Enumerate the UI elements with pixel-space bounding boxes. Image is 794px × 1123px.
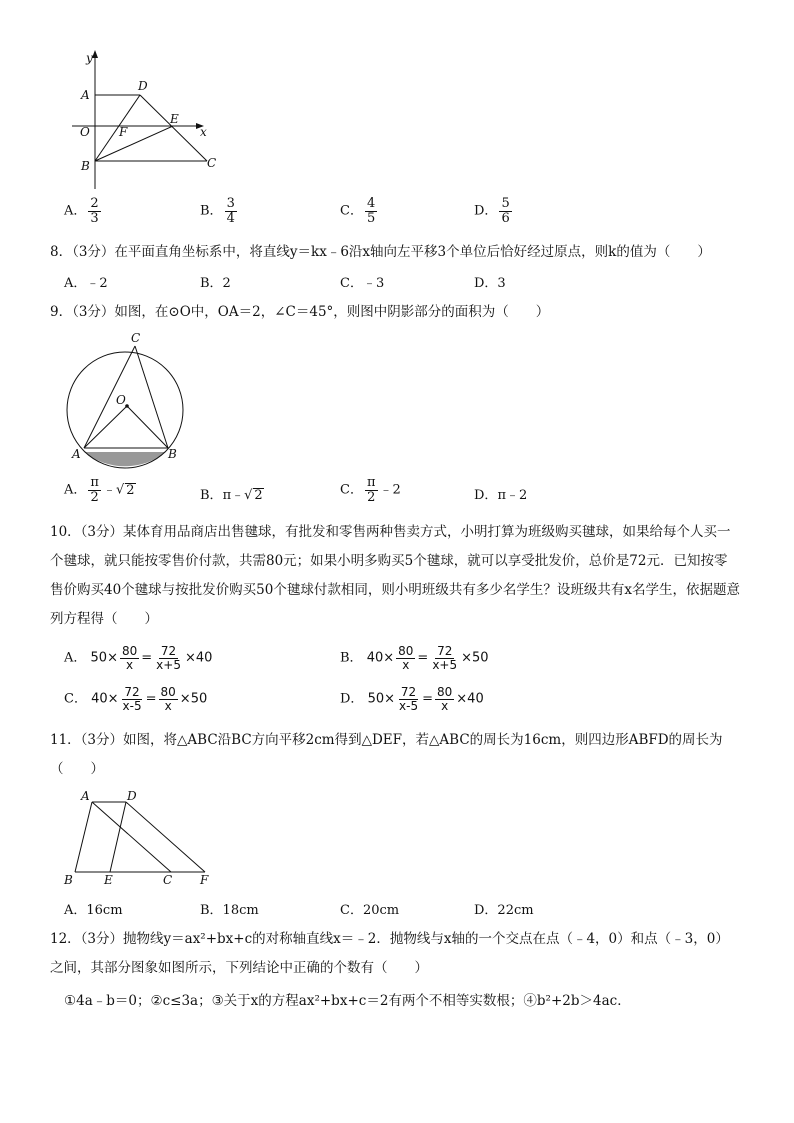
q7-option-d: D． $\frac{5}{6}$ (474, 196, 510, 226)
segment-OA (84, 406, 127, 448)
label-A: A (81, 789, 90, 803)
q11-option-b: B．18cm (200, 903, 259, 918)
q11-figure (60, 786, 220, 890)
q11-stem: 11．（3分）如图，将△ABC沿BC方向平移2cm得到△DEF，若△ABC的周长为16cm，则四边形ABFD的周长为（ ） (50, 732, 723, 777)
q7-option-a: A． $\frac{2}{3}$ (64, 196, 99, 226)
q9-option-b: B．π﹣√ 2 (200, 488, 263, 503)
q8-option-a: A．﹣2 (64, 276, 108, 291)
label-C: C (131, 331, 141, 345)
circle-O (67, 352, 183, 468)
q12-statements: ①4a﹣b＝0；②c≤3a；③关于x的方程ax²+bx+c＝2有两个不相等实数根；④b²+2b＞4ac． (64, 993, 631, 1009)
segment-CB (135, 346, 168, 448)
q8-stem: 8．（3分）在平面直角坐标系中，将直线y＝kx﹣6沿x轴向左平移3个单位后恰好经过原点，则k的值为（ ） (50, 244, 711, 260)
q7-figure (60, 44, 230, 194)
label-A: A (81, 88, 90, 102)
q10-option-d: D． 50× $\frac{72}{x-5}$ = $\frac{80}{x}$ ×40 (340, 685, 484, 713)
label-C: C (163, 873, 173, 887)
label-O: O (80, 125, 90, 139)
label-D: D (127, 789, 137, 803)
label-y: y (86, 51, 93, 65)
segment-DF (126, 802, 205, 872)
label-D: D (138, 79, 148, 93)
q9-option-c: C． $\frac{\pi}{2}$ ﹣2 (340, 475, 401, 505)
q9-stem: 9．（3分）如图，在⊙O中，OA＝2，∠C＝45°，则图中阴影部分的面积为（ ） (50, 304, 550, 320)
q10-option-a: A． 50× $\frac{80}{x}$ = $\frac{72}{x+5}$ ×40 (64, 644, 213, 672)
label-E: E (170, 112, 179, 126)
q7-option-b: B． $\frac{3}{4}$ (200, 196, 235, 226)
segment-AB (75, 802, 92, 872)
q8-option-b: B．2 (200, 276, 231, 291)
q11-option-a: A．16cm (64, 903, 123, 918)
label-C: C (207, 156, 217, 170)
q12-stem: 12．（3分）抛物线y＝ax²+bx+c的对称轴直线x＝﹣2．抛物线与x轴的一个交点在点（﹣4，0）和点（﹣3，0）之间，其部分图象如图所示，下列结论中正确的个数有（ ） (50, 931, 729, 976)
label-A: A (72, 447, 81, 461)
label-B: B (64, 873, 73, 887)
y-axis-arrow (92, 50, 98, 58)
segment-AC (92, 802, 171, 872)
label-B: B (168, 447, 177, 461)
label-F: F (119, 125, 128, 139)
segment-OB (127, 406, 168, 448)
label-x: x (200, 125, 207, 139)
q10-option-c: C． 40× $\frac{72}{x-5}$ = $\frac{80}{x}$ ×50 (64, 685, 208, 713)
q10-stem: 10．（3分）某体育用品商店出售毽球，有批发和零售两种售卖方式，小明打算为班级购买毽球，如果给每个人买一个毽球，就只能按零售价付款，共需80元；如果小明多购买5个毽球，就可以享受批发价，总价是72元．已知按零售价购买40个毽球与按批发价购买50个毽球付款相同，则小明班级共有多少名学生？设班级共有x名学生，依据题意列方程得（ ） (50, 524, 740, 627)
q10-option-b: B． 40× $\frac{80}{x}$ = $\frac{72}{x+5}$ ×50 (340, 644, 489, 672)
segment-CA (84, 346, 135, 448)
q9-option-a: A． $\frac{\pi}{2}$ ﹣√ 2 (64, 475, 135, 505)
q8-option-c: C．﹣3 (340, 276, 385, 291)
shaded-segment (84, 452, 166, 466)
q11-option-c: C．20cm (340, 903, 400, 918)
label-E: E (104, 873, 113, 887)
q9-option-d: D．π﹣2 (474, 488, 528, 503)
q9-figure (60, 328, 200, 470)
q7-option-c: C． $\frac{4}{5}$ (340, 196, 376, 226)
label-O: O (116, 393, 126, 407)
segment-DE (110, 802, 126, 872)
label-B: B (81, 159, 90, 173)
q8-option-d: D．3 (474, 276, 506, 291)
label-F: F (200, 873, 209, 887)
q11-option-d: D．22cm (474, 903, 534, 918)
